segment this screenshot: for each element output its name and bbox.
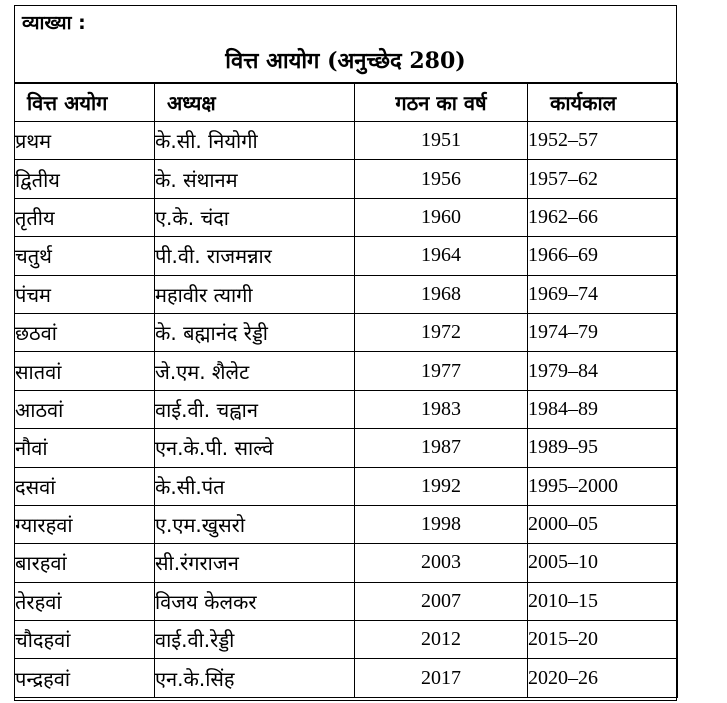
tenure-cell: 1952–57 — [528, 122, 678, 160]
chairman-cell: पी.वी. राजमन्नार — [155, 237, 355, 275]
commission-cell: चौदहवां — [15, 621, 155, 659]
table-row — [15, 544, 678, 582]
commission-cell: तेरहवां — [15, 582, 155, 620]
chairman-cell: वाई.वी. चह्वान — [155, 390, 355, 428]
tenure-cell: 1995–2000 — [528, 467, 678, 505]
chairman-cell: विजय केलकर — [155, 582, 355, 620]
table-row — [15, 237, 678, 275]
column-header-chairman: अध्यक्ष — [155, 84, 355, 122]
table-row — [15, 122, 678, 160]
chairman-cell: जे.एम. शैलेट — [155, 352, 355, 390]
chairman-cell: महावीर त्यागी — [155, 275, 355, 313]
table-row — [15, 582, 678, 620]
chairman-cell: सी.रंगराजन — [155, 544, 355, 582]
year-cell: 1968 — [355, 275, 528, 313]
tenure-cell: 1984–89 — [528, 390, 678, 428]
table-row — [15, 313, 678, 351]
year-cell: 1956 — [355, 160, 528, 198]
year-cell: 1992 — [355, 467, 528, 505]
chairman-cell: एन.के.सिंह — [155, 659, 355, 697]
year-cell: 1998 — [355, 505, 528, 543]
tenure-cell: 1989–95 — [528, 429, 678, 467]
table-row — [15, 198, 678, 236]
finance-commission-table — [14, 83, 678, 698]
table-row — [15, 160, 678, 198]
tenure-cell: 1979–84 — [528, 352, 678, 390]
chairman-cell: के. संथानम — [155, 160, 355, 198]
commission-cell: ग्यारहवां — [15, 505, 155, 543]
tenure-cell: 1962–66 — [528, 198, 678, 236]
commission-cell: पंचम — [15, 275, 155, 313]
table-header-row — [15, 84, 678, 122]
year-cell: 2003 — [355, 544, 528, 582]
tenure-cell: 2000–05 — [528, 505, 678, 543]
table-row — [15, 505, 678, 543]
tenure-cell: 2005–10 — [528, 544, 678, 582]
table-row — [15, 390, 678, 428]
year-cell: 1951 — [355, 122, 528, 160]
year-cell: 2007 — [355, 582, 528, 620]
tenure-cell: 1957–62 — [528, 160, 678, 198]
column-header-tenure: कार्यकाल — [528, 84, 678, 122]
heading-box — [14, 5, 677, 83]
chairman-cell: वाई.वी.रेड्डी — [155, 621, 355, 659]
commission-cell: पन्द्रहवां — [15, 659, 155, 697]
year-cell: 1960 — [355, 198, 528, 236]
year-cell: 1964 — [355, 237, 528, 275]
commission-cell: प्रथम — [15, 122, 155, 160]
year-cell: 2017 — [355, 659, 528, 697]
table-row — [15, 467, 678, 505]
table-row — [15, 621, 678, 659]
explanation-label: व्याख्या : — [22, 12, 86, 34]
table-row — [15, 659, 678, 697]
year-cell: 1977 — [355, 352, 528, 390]
year-cell: 1972 — [355, 313, 528, 351]
table-row — [15, 429, 678, 467]
commission-cell: चतुर्थ — [15, 237, 155, 275]
year-cell: 1983 — [355, 390, 528, 428]
tenure-cell: 2015–20 — [528, 621, 678, 659]
chairman-cell: के.सी.पंत — [155, 467, 355, 505]
tenure-cell: 1974–79 — [528, 313, 678, 351]
table-row — [15, 352, 678, 390]
chairman-cell: ए.के. चंदा — [155, 198, 355, 236]
table-row — [15, 275, 678, 313]
commission-cell: बारहवां — [15, 544, 155, 582]
year-cell: 1987 — [355, 429, 528, 467]
chairman-cell: के. बह्मानंद रेड्डी — [155, 313, 355, 351]
chairman-cell: एन.के.पी. साल्वे — [155, 429, 355, 467]
commission-cell: तृतीय — [15, 198, 155, 236]
tenure-cell: 2010–15 — [528, 582, 678, 620]
tenure-cell: 2020–26 — [528, 659, 678, 697]
commission-cell: आठवां — [15, 390, 155, 428]
chairman-cell: के.सी. नियोगी — [155, 122, 355, 160]
commission-cell: द्वितीय — [15, 160, 155, 198]
year-cell: 2012 — [355, 621, 528, 659]
chairman-cell: ए.एम.खुसरो — [155, 505, 355, 543]
column-header-year: गठन का वर्ष — [355, 84, 528, 122]
tenure-cell: 1966–69 — [528, 237, 678, 275]
commission-cell: सातवां — [15, 352, 155, 390]
commission-cell: नौवां — [15, 429, 155, 467]
column-header-commission: वित्त अयोग — [15, 84, 155, 122]
commission-cell: छठवां — [15, 313, 155, 351]
commission-cell: दसवां — [15, 467, 155, 505]
page-title: वित्त आयोग (अनुच्छेद 280) — [225, 48, 466, 74]
tenure-cell: 1969–74 — [528, 275, 678, 313]
